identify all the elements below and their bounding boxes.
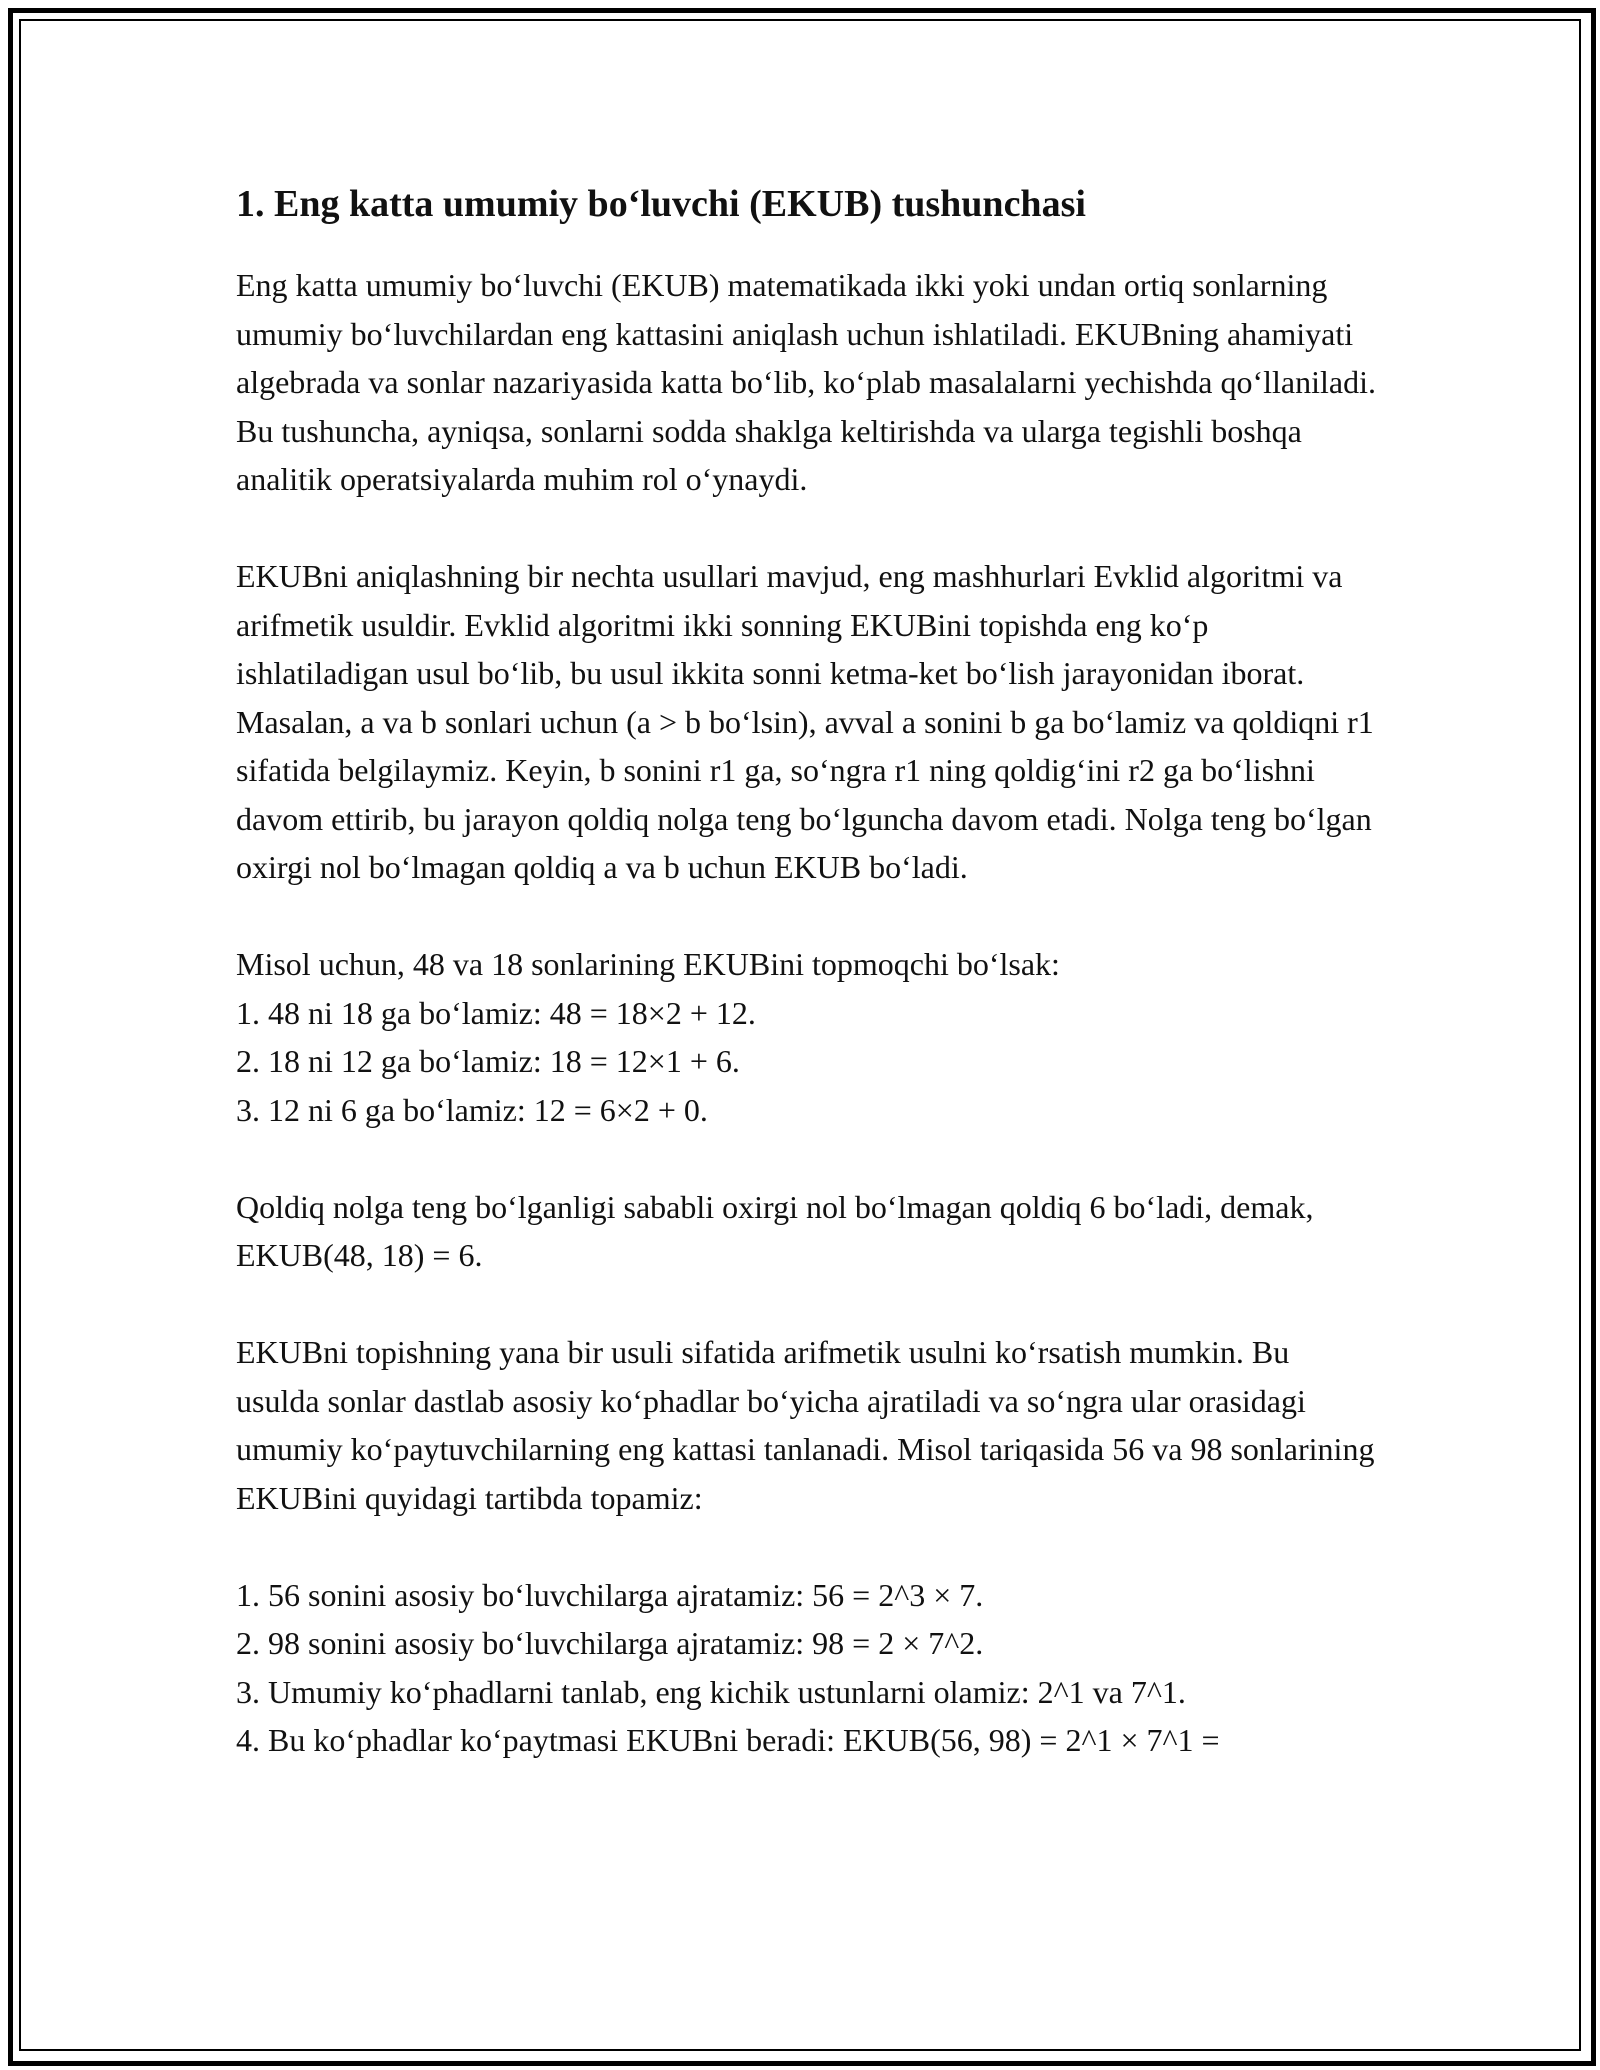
example2-step-3: 3. Umumiy ko‘phadlarni tanlab, eng kichik ustunlarni olamiz: 2^1 va 7^1. bbox=[236, 1673, 1186, 1710]
example1-intro: Misol uchun, 48 va 18 sonlarining EKUBini topmoqchi bo‘lsak: bbox=[236, 946, 1060, 983]
example1-step-3: 3. 12 ni 6 ga bo‘lamiz: 12 = 6×2 + 0. bbox=[236, 1091, 708, 1128]
example1-conclusion: Qoldiq nolga teng bo‘lganligi sababli oxirgi nol bo‘lmagan qoldiq 6 bo‘ladi, demak, EKUB(48, 18) = 6. bbox=[236, 1188, 1314, 1274]
paragraph-gap bbox=[236, 892, 1376, 941]
example1-step-2: 2. 18 ni 12 ga bo‘lamiz: 18 = 12×1 + 6. bbox=[236, 1043, 740, 1080]
paragraph-gap bbox=[236, 1280, 1376, 1329]
paragraph-gap bbox=[236, 1134, 1376, 1183]
intro-paragraph: Eng katta umumiy bo‘luvchi (EKUB) matematikada ikki yoki undan ortiq sonlarning umumiy bo‘luvchilardan eng kattasini aniqlash uchun ishlatiladi. EKUBning ahamiyati algebrada va sonlar nazariyasida katta bo‘lib, ko‘plab masalalarni yechishda qo‘llaniladi. Bu tushuncha, ayniqsa, sonlarni sodda shaklga keltirishda va ularga tegishli boshqa analitik operatsiyalarda muhim rol o‘ynaydi. bbox=[236, 267, 1376, 498]
euclid-paragraph: EKUBni aniqlashning bir nechta usullari mavjud, eng mashhurlari Evklid algoritmi va arifmetik usuldir. Evklid algoritmi ikki sonning EKUBini topishda eng ko‘p ishlatiladigan usul bo‘lib, bu usul ikkita sonni ketma-ket bo‘lish jarayonidan iborat. Masalan, a va b sonlari uchun (a > b bo‘lsin), avval a sonini b ga bo‘lamiz va qoldiqni r1 sifatida belgilaymiz. Keyin, b sonini r1 ga, so‘ngra r1 ning qoldig‘ini r2 ga bo‘lishni davom ettirib, bu jarayon qoldiq nolga teng bo‘lguncha davom etadi. Nolga teng bo‘lgan oxirgi nol bo‘lmagan qoldiq a va b uchun EKUB bo‘ladi. bbox=[236, 558, 1374, 886]
paragraph-gap bbox=[236, 504, 1376, 553]
example2-step-1: 1. 56 sonini asosiy bo‘luvchilarga ajratamiz: 56 = 2^3 × 7. bbox=[236, 1576, 984, 1613]
arithmetic-method-paragraph: EKUBni topishning yana bir usuli sifatida arifmetik usulni ko‘rsatish mumkin. Bu usulda sonlar dastlab asosiy ko‘phadlar bo‘yicha ajratiladi va so‘ngra ular orasidagi umumiy ko‘paytuvchilarning eng kattasi tanlanadi. Misol tariqasida 56 va 98 sonlarining EKUBini quyidagi tartibda topamiz: bbox=[236, 1334, 1375, 1516]
example2-step-2: 2. 98 sonini asosiy bo‘luvchilarga ajratamiz: 98 = 2 × 7^2. bbox=[236, 1625, 984, 1662]
document-body bbox=[236, 180, 1376, 1765]
example2-step-4: 4. Bu ko‘phadlar ko‘paytmasi EKUBni beradi: EKUB(56, 98) = 2^1 × 7^1 = bbox=[236, 1722, 1220, 1759]
section-heading: 1. Eng katta umumiy bo‘luvchi (EKUB) tushunchasi bbox=[236, 183, 1086, 225]
paragraph-gap bbox=[236, 1522, 1376, 1571]
example1-step-1: 1. 48 ni 18 ga bo‘lamiz: 48 = 18×2 + 12. bbox=[236, 994, 756, 1031]
